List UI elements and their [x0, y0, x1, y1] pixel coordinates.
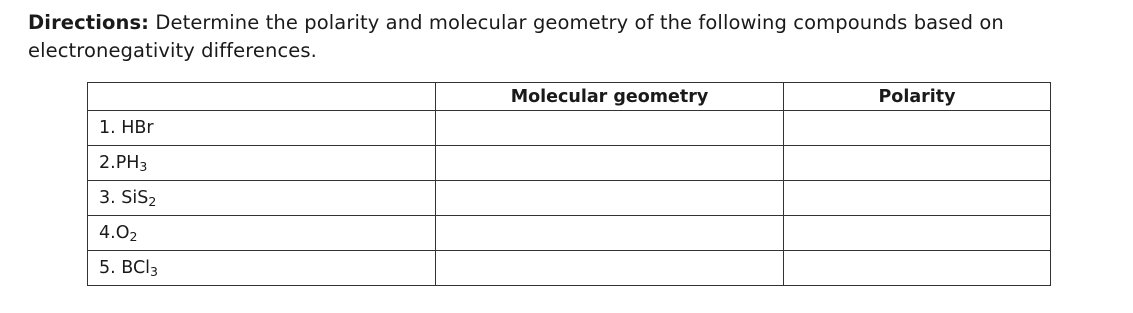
directions-text: Determine the polarity and molecular geometry of the following compounds based on electronegativity differences.: [28, 11, 1004, 62]
molecular-geometry-answer-cell[interactable]: [436, 251, 784, 286]
compound-cell: [88, 111, 436, 146]
directions-paragraph: [28, 9, 1123, 65]
compound-cell: [88, 181, 436, 216]
table-row: [88, 146, 1051, 181]
molecular-geometry-answer-cell[interactable]: [436, 111, 784, 146]
polarity-answer-cell[interactable]: [784, 146, 1051, 181]
compound-cell: [88, 216, 436, 251]
header-polarity: Polarity: [784, 83, 1051, 111]
polarity-answer-cell[interactable]: [784, 181, 1051, 216]
table-header-row: [88, 83, 1051, 111]
compound-subscript: 3: [150, 264, 158, 279]
table-row: [88, 111, 1051, 146]
compound-label: 2.PH: [99, 153, 140, 173]
compound-label: 1. HBr: [99, 118, 154, 138]
table-row: [88, 181, 1051, 216]
polarity-answer-cell[interactable]: [784, 111, 1051, 146]
table-row: [88, 251, 1051, 286]
compound-cell: [88, 251, 436, 286]
molecular-geometry-answer-cell[interactable]: [436, 181, 784, 216]
compound-cell: [88, 146, 436, 181]
polarity-answer-cell[interactable]: [784, 216, 1051, 251]
compound-label: 4.O: [99, 223, 130, 243]
compound-subscript: 2: [148, 194, 157, 209]
compound-label: 3. SiS: [99, 188, 149, 208]
header-molecular-geometry: Molecular geometry: [436, 83, 784, 111]
table-row: [88, 216, 1051, 251]
header-compound: [88, 83, 436, 111]
compounds-table: [87, 82, 1051, 286]
compound-subscript: 2: [129, 229, 138, 244]
compound-label: 5. BCl: [99, 258, 151, 278]
compound-subscript: 3: [139, 159, 148, 174]
polarity-answer-cell[interactable]: [784, 251, 1051, 286]
directions-lead: Directions:: [28, 11, 150, 34]
molecular-geometry-answer-cell[interactable]: [436, 216, 784, 251]
molecular-geometry-answer-cell[interactable]: [436, 146, 784, 181]
